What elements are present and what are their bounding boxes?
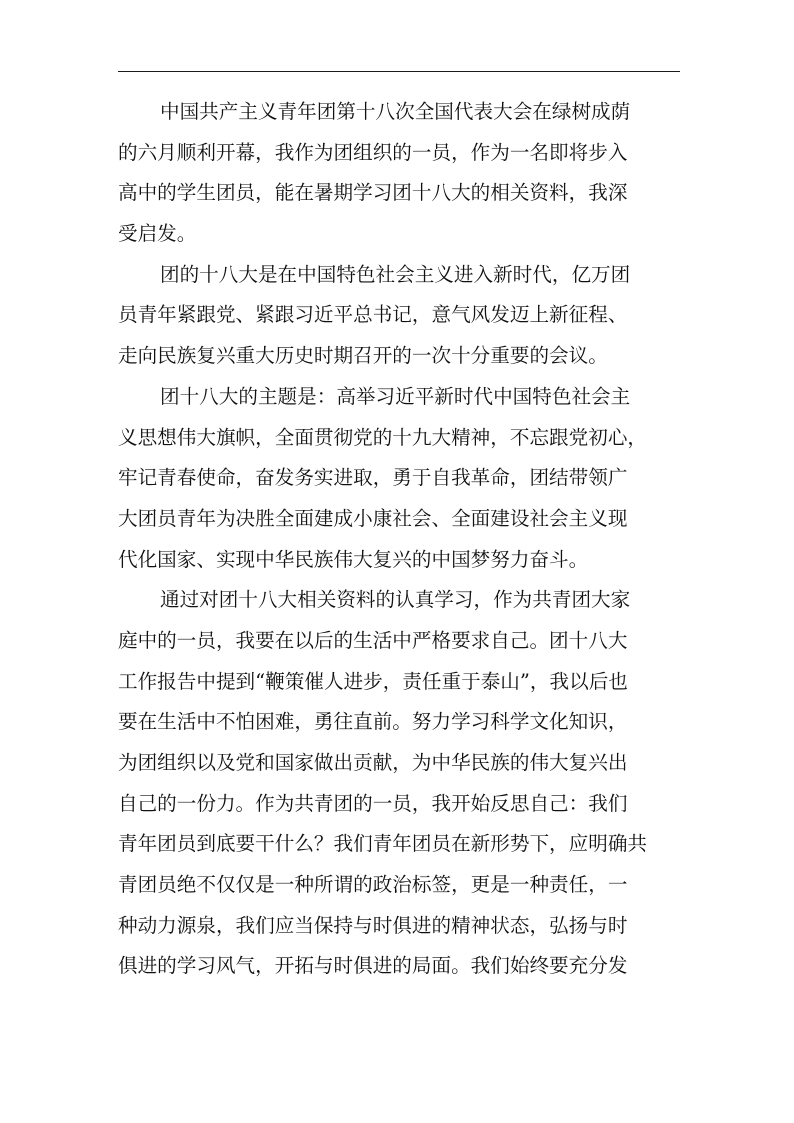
paragraph-1-line-1: 中国共产主义青年团第十八次全国代表大会在绿树成荫 bbox=[160, 100, 631, 123]
paragraph-3-line-5: 代化国家、实现中华民族伟大复兴的中国梦努力奋斗。 bbox=[118, 547, 589, 571]
paragraph-3-line-4: 大团员青年为决胜全面建成小康社会、全面建设社会主义现 bbox=[118, 506, 628, 530]
document-body bbox=[118, 92, 684, 987]
paragraph-4-line-9: 种动力源泉，我们应当保持与时俱进的精神状态，弘扬与时 bbox=[118, 913, 628, 937]
paragraph-1-line-4: 受启发。 bbox=[118, 222, 197, 246]
paragraph-2-line-3: 走向民族复兴重大历史时期召开的一次十分重要的会议。 bbox=[118, 344, 608, 368]
paragraph-4-line-5: 为团组织以及党和国家做出贡献，为中华民族的伟大复兴出 bbox=[118, 751, 628, 774]
paragraph-3-line-3: 牢记青春使命，奋发务实进取，勇于自我革命，团结带领广 bbox=[118, 466, 628, 490]
paragraph-1-line-2: 的六月顺利开幕，我作为团组织的一员，作为一名即将步入 bbox=[118, 140, 628, 164]
paragraph-3-line-2: 义思想伟大旗帜，全面贯彻党的十九大精神，不忘跟党初心， bbox=[118, 425, 648, 449]
paragraph-2-line-2: 员青年紧跟党、紧跟习近平总书记，意气风发迈上新征程、 bbox=[118, 303, 628, 327]
paragraph-4-line-8: 青团员绝不仅仅是一种所谓的政治标签，更是一种责任，一 bbox=[118, 873, 628, 897]
paragraph-4-line-6: 自己的一份力。作为共青团的一员，我开始反思自己：我们 bbox=[118, 791, 628, 815]
paragraph-4-line-7: 青年团员到底要干什么？我们青年团员在新形势下，应明确共 bbox=[118, 832, 648, 856]
paragraph-4-line-2: 庭中的一员，我要在以后的生活中严格要求自己。团十八大 bbox=[118, 628, 628, 652]
paragraph-4-line-10: 俱进的学习风气，开拓与时俱进的局面。我们始终要充分发 bbox=[118, 954, 628, 978]
paragraph-1-line-3: 高中的学生团员，能在暑期学习团十八大的相关资料，我深 bbox=[118, 181, 628, 205]
paragraph-4-line-4: 要在生活中不怕困难，勇往直前。努力学习科学文化知识， bbox=[118, 710, 628, 734]
header-rule bbox=[118, 71, 680, 72]
paragraph-4-line-3: 工作报告中提到“鞭策催人进步，责任重于泰山”，我以后也 bbox=[118, 669, 628, 693]
paragraph-4-line-1: 通过对团十八大相关资料的认真学习，作为共青团大家 bbox=[160, 588, 631, 612]
paragraph-2-line-1: 团的十八大是在中国特色社会主义进入新时代，亿万团 bbox=[160, 262, 631, 286]
paragraph-3-line-1: 团十八大的主题是：高举习近平新时代中国特色社会主 bbox=[160, 384, 631, 408]
